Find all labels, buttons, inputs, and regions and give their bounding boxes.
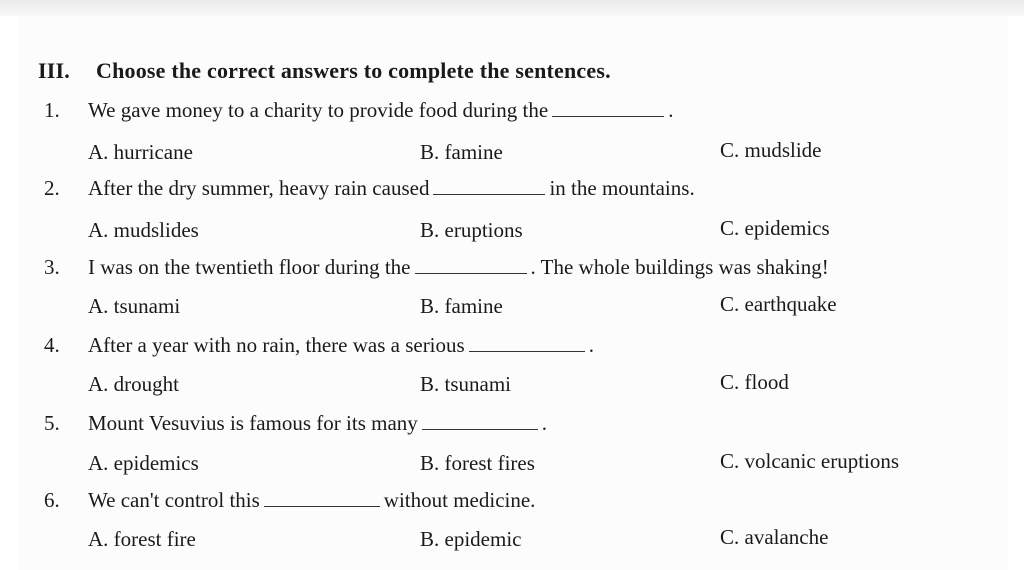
- answer-blank: [552, 98, 664, 117]
- option-b[interactable]: B. forest fires: [420, 451, 535, 475]
- option-c[interactable]: C. flood: [720, 370, 789, 394]
- answer-blank: [415, 255, 527, 274]
- option-c[interactable]: C. volcanic eruptions: [720, 449, 900, 473]
- question-number: 6.: [44, 488, 60, 512]
- question-text: [88, 98, 673, 123]
- question-text-before: Mount Vesuvius is famous for its many: [88, 411, 418, 435]
- question-number: 2.: [44, 176, 60, 200]
- question-text-after: .: [668, 98, 674, 122]
- top-bar: [0, 0, 1024, 16]
- option-a[interactable]: A. tsunami: [88, 294, 181, 318]
- question-number: 3.: [44, 255, 60, 279]
- option-b[interactable]: B. tsunami: [420, 372, 512, 396]
- question-text-before: After a year with no rain, there was a serious: [88, 333, 465, 357]
- question-text-after: . The whole buildings was shaking!: [530, 255, 829, 279]
- question-text-after: .: [541, 411, 548, 435]
- question-number: 4.: [44, 333, 60, 357]
- section-number: III.: [38, 58, 70, 83]
- question-text-after: without medicine.: [383, 488, 536, 512]
- question-number: 5.: [44, 411, 60, 435]
- question-text-before: I was on the twentieth floor during the: [88, 255, 411, 279]
- question-text: [88, 488, 535, 513]
- section-title: Choose the correct answers to complete the sentences.: [96, 58, 611, 83]
- question-text: [88, 333, 594, 358]
- answer-blank: [422, 411, 538, 430]
- question-text: [88, 255, 829, 280]
- option-a[interactable]: A. hurricane: [88, 140, 193, 164]
- option-c[interactable]: C. mudslide: [720, 138, 822, 162]
- question-text-after: in the mountains.: [549, 176, 695, 200]
- question-text-before: We gave money to a charity to provide food during the: [88, 98, 549, 122]
- question-text-before: We can't control this: [88, 488, 260, 512]
- option-c[interactable]: C. avalanche: [720, 525, 829, 549]
- option-a[interactable]: A. drought: [88, 372, 179, 396]
- option-c[interactable]: C. earthquake: [720, 292, 837, 316]
- option-c[interactable]: C. epidemics: [720, 216, 830, 240]
- option-a[interactable]: A. forest fire: [88, 527, 196, 551]
- section-heading: [38, 58, 611, 84]
- question-text-after: .: [588, 333, 594, 357]
- option-a[interactable]: A. mudslides: [88, 218, 199, 242]
- option-b[interactable]: B. famine: [420, 294, 503, 318]
- option-b[interactable]: B. eruptions: [420, 218, 523, 242]
- option-b[interactable]: B. famine: [420, 140, 503, 164]
- option-a[interactable]: A. epidemics: [88, 451, 199, 475]
- answer-blank: [469, 333, 585, 352]
- question-text: [88, 176, 695, 201]
- question-number: 1.: [44, 98, 60, 122]
- question-text-before: After the dry summer, heavy rain caused: [88, 176, 430, 200]
- answer-blank: [264, 488, 380, 507]
- question-text: [88, 411, 547, 436]
- option-b[interactable]: B. epidemic: [420, 527, 522, 551]
- answer-blank: [433, 176, 545, 195]
